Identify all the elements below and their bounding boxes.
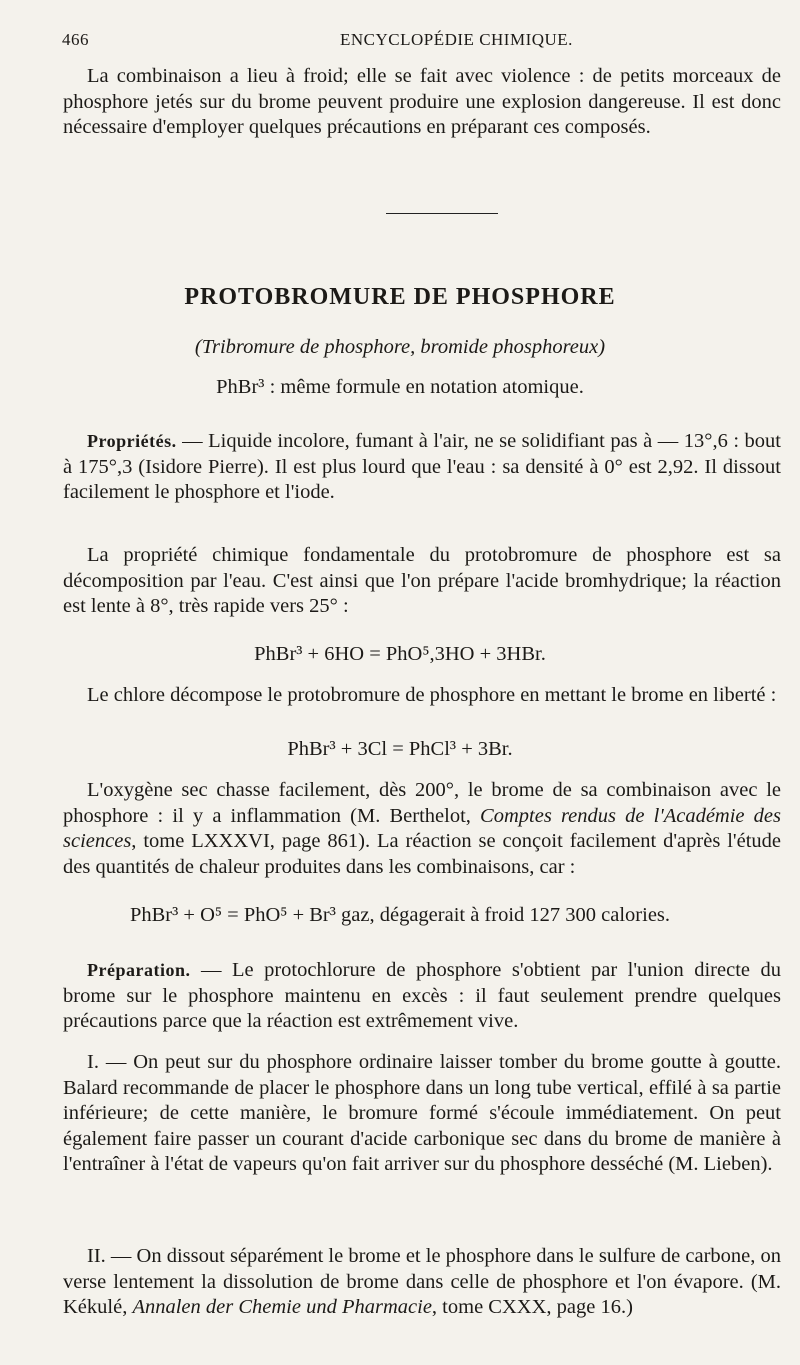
page-number: 466 xyxy=(62,30,89,49)
section-divider xyxy=(386,213,498,214)
decomposition-paragraph xyxy=(63,543,781,620)
formula-note: PhBr³ : même formule en notation atomique. xyxy=(216,376,584,398)
preparation-text: — Le protochlorure de phosphore s'obtient par l'union directe du brome sur le phosphore maintenu en excès : il faut seulement prendre quelques précautions parce que la réaction est extrêmement vive. xyxy=(63,959,781,1032)
proprietes-text: — Liquide incolore, fumant à l'air, ne se solidifiant pas à — 13°,6 : bout à 175°,3 (Isidore Pierre). Il est plus lourd que l'eau : sa densité à 0° est 2,92. Il dissout facilement le phosphore et l'iode. xyxy=(63,430,781,503)
method-2-citation: Annalen der Chemie und Pharmacie xyxy=(132,1296,432,1318)
running-title: ENCYCLOPÉDIE CHIMIQUE. xyxy=(340,30,573,49)
method-2-text-b: , tome CXXX, page 16.) xyxy=(431,1296,633,1318)
intro-paragraph xyxy=(63,64,781,141)
decomposition-text: La propriété chimique fondamentale du protobromure de phosphore est sa décomposition par l'eau. C'est ainsi que l'on prépare l'acide bromhydrique; la réaction est lente à 8°, très rapide vers 25° : xyxy=(63,544,781,617)
oxygene-text-b: , tome LXXXVI, page 861). La réaction se conçoit facilement d'après l'étude des quantités de chaleur produites dans les combinaisons, car : xyxy=(63,830,781,878)
section-title: PROTOBROMURE DE PHOSPHORE xyxy=(184,284,616,310)
oxygene-citation: Comptes rendus de l'Académie des sciences xyxy=(63,804,781,852)
section-subtitle: (Tribromure de phosphore, bromide phosphoreux) xyxy=(194,336,606,358)
method-2-text-a: II. — On dissout séparément le brome et le phosphore dans le sulfure de carbone, on verse lentement la dissolution de brome dans celle de phosphore et l'on évapore. (M. Kékulé, xyxy=(63,1245,781,1318)
method-1-paragraph xyxy=(63,1050,781,1178)
equation-chlorine: PhBr³ + 3Cl = PhCl³ + 3Br. xyxy=(287,738,513,760)
equation-oxygen: PhBr³ + O⁵ = PhO⁵ + Br³ gaz, dégagerait à froid 127 300 calories. xyxy=(129,904,671,926)
equation-water: PhBr³ + 6HO = PhO⁵,3HO + 3HBr. xyxy=(254,643,546,665)
chlore-paragraph xyxy=(63,683,781,709)
proprietes-paragraph xyxy=(63,429,781,506)
method-1-text: I. — On peut sur du phosphore ordinaire laisser tomber du brome goutte à goutte. Balard recommande de placer le phosphore dans un long tube vertical, effilé à sa partie inférieure; de cette manière, le bromure formé s'écoule immédiatement. On peut également faire passer un courant d'acide carbonique sec dans du brome de manière à l'entraîner à l'état de vapeurs qu'on fait arriver sur du phosphore desséché (M. Lieben). xyxy=(63,1051,781,1175)
method-2-paragraph xyxy=(63,1244,781,1321)
oxygene-paragraph xyxy=(63,778,781,880)
intro-text: La combinaison a lieu à froid; elle se fait avec violence : de petits morceaux de phosphore jetés sur du brome peuvent produire une explosion dangereuse. Il est donc nécessaire d'employer quelques précautions en préparant ces composés. xyxy=(63,65,781,138)
oxygene-text-a: L'oxygène sec chasse facilement, dès 200°, le brome de sa combinaison avec le phosphore : il y a inflammation (M. Berthelot, xyxy=(63,779,781,827)
proprietes-heading: Propriétés. xyxy=(87,431,177,451)
chlore-text: Le chlore décompose le protobromure de phosphore en mettant le brome en liberté : xyxy=(87,684,777,706)
preparation-heading: Préparation. xyxy=(87,960,191,980)
preparation-paragraph xyxy=(63,958,781,1035)
